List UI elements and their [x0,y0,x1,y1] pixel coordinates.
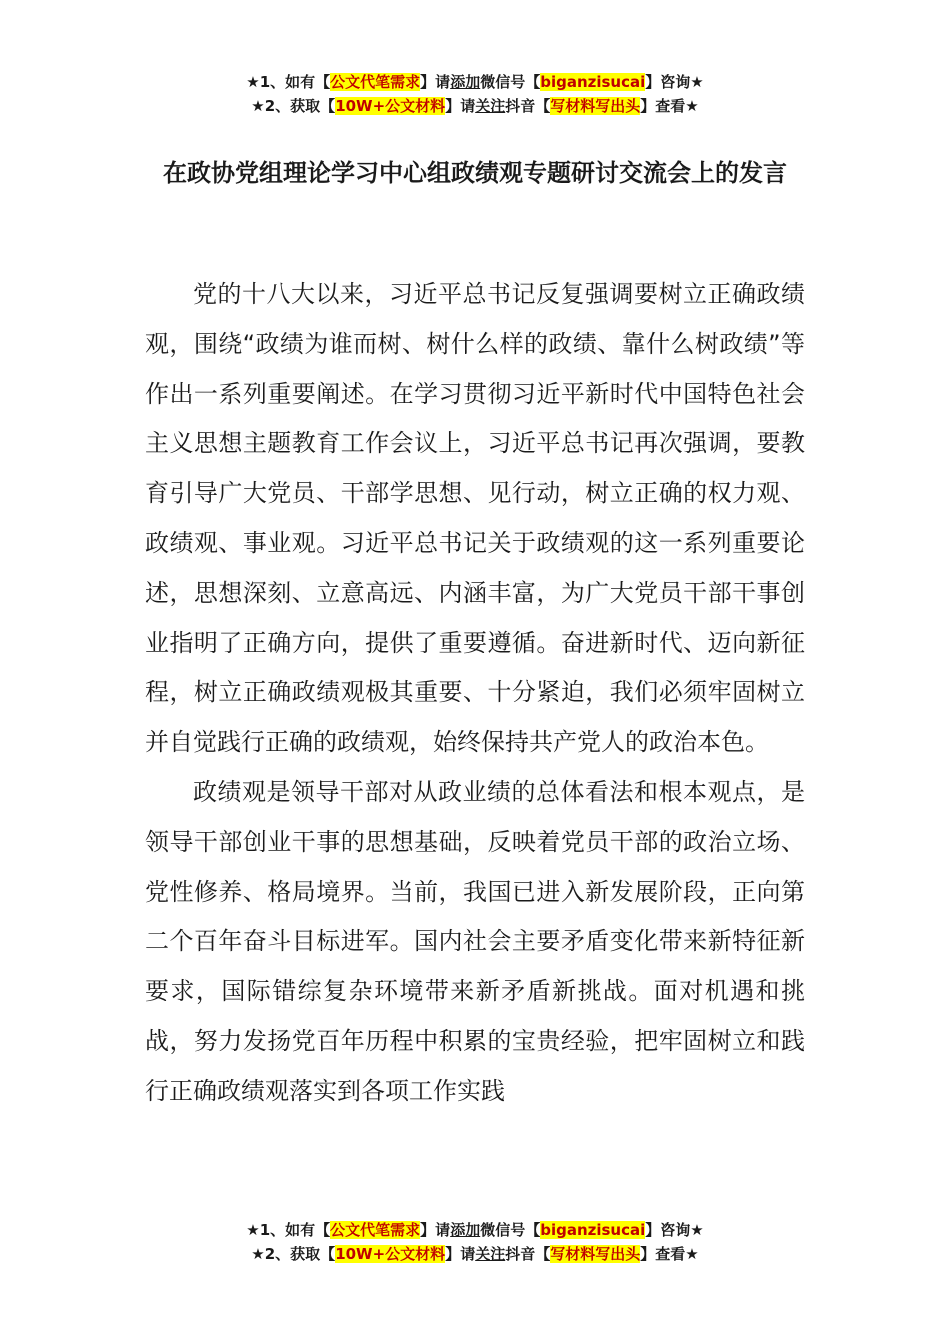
highlight-materials: 10W+公文材料 [335,97,446,115]
promo-line-2: ★2、获取【10W+公文材料】请关注抖音【写材料写出头】查看★ [251,1245,699,1263]
highlight-service: 公文代笔需求 [330,1221,421,1239]
promo-line-1: ★1、如有【公文代笔需求】请添加微信号【biganzisucai】咨询★ [246,1221,704,1239]
promo-line-2: ★2、获取【10W+公文材料】请关注抖音【写材料写出头】查看★ [251,97,699,115]
header-promo-banner [0,70,950,118]
footer-promo-banner [0,1218,950,1266]
document-title: 在政协党组理论学习中心组政绩观专题研讨交流会上的发言 [163,159,787,187]
paragraph-1: 党的十八大以来，习近平总书记反复强调要树立正确政绩观，围绕“政绩为谁而树、树什么样的政绩、靠什么树政绩”等作出一系列重要阐述。在学习贯彻习近平新时代中国特色社会主义思想主题教育工作会议上，习近平总书记再次强调，要教育引导广大党员、干部学思想、见行动，树立正确的权力观、政绩观、事业观。习近平总书记关于政绩观的这一系列重要论述，思想深刻、立意高远、内涵丰富，为广大党员干部干事创业指明了正确方向，提供了重要遵循。奋进新时代、迈向新征程，树立正确政绩观极其重要、十分紧迫，我们必须牢固树立并自觉践行正确的政绩观，始终保持共产党人的政治本色。 [145,280,805,757]
highlight-wechat-id: biganzisucai [540,73,646,91]
highlight-wechat-id: biganzisucai [540,1221,646,1239]
document-body [145,270,805,1117]
highlight-douyin-account: 写材料写出头 [550,1245,641,1263]
highlight-materials: 10W+公文材料 [335,1245,446,1263]
promo-line-1: ★1、如有【公文代笔需求】请添加微信号【biganzisucai】咨询★ [246,73,704,91]
paragraph-2: 政绩观是领导干部对从政业绩的总体看法和根本观点，是领导干部创业干事的思想基础，反映着党员干部的政治立场、党性修养、格局境界。当前，我国已进入新发展阶段，正向第二个百年奋斗目标进军。国内社会主要矛盾变化带来新特征新要求，国际错综复杂环境带来新矛盾新挑战。面对机遇和挑战，努力发扬党百年历程中积累的宝贵经验，把牢固树立和践行正确政绩观落实到各项工作实践 [145,777,805,1105]
highlight-service: 公文代笔需求 [330,73,421,91]
highlight-douyin-account: 写材料写出头 [550,97,641,115]
